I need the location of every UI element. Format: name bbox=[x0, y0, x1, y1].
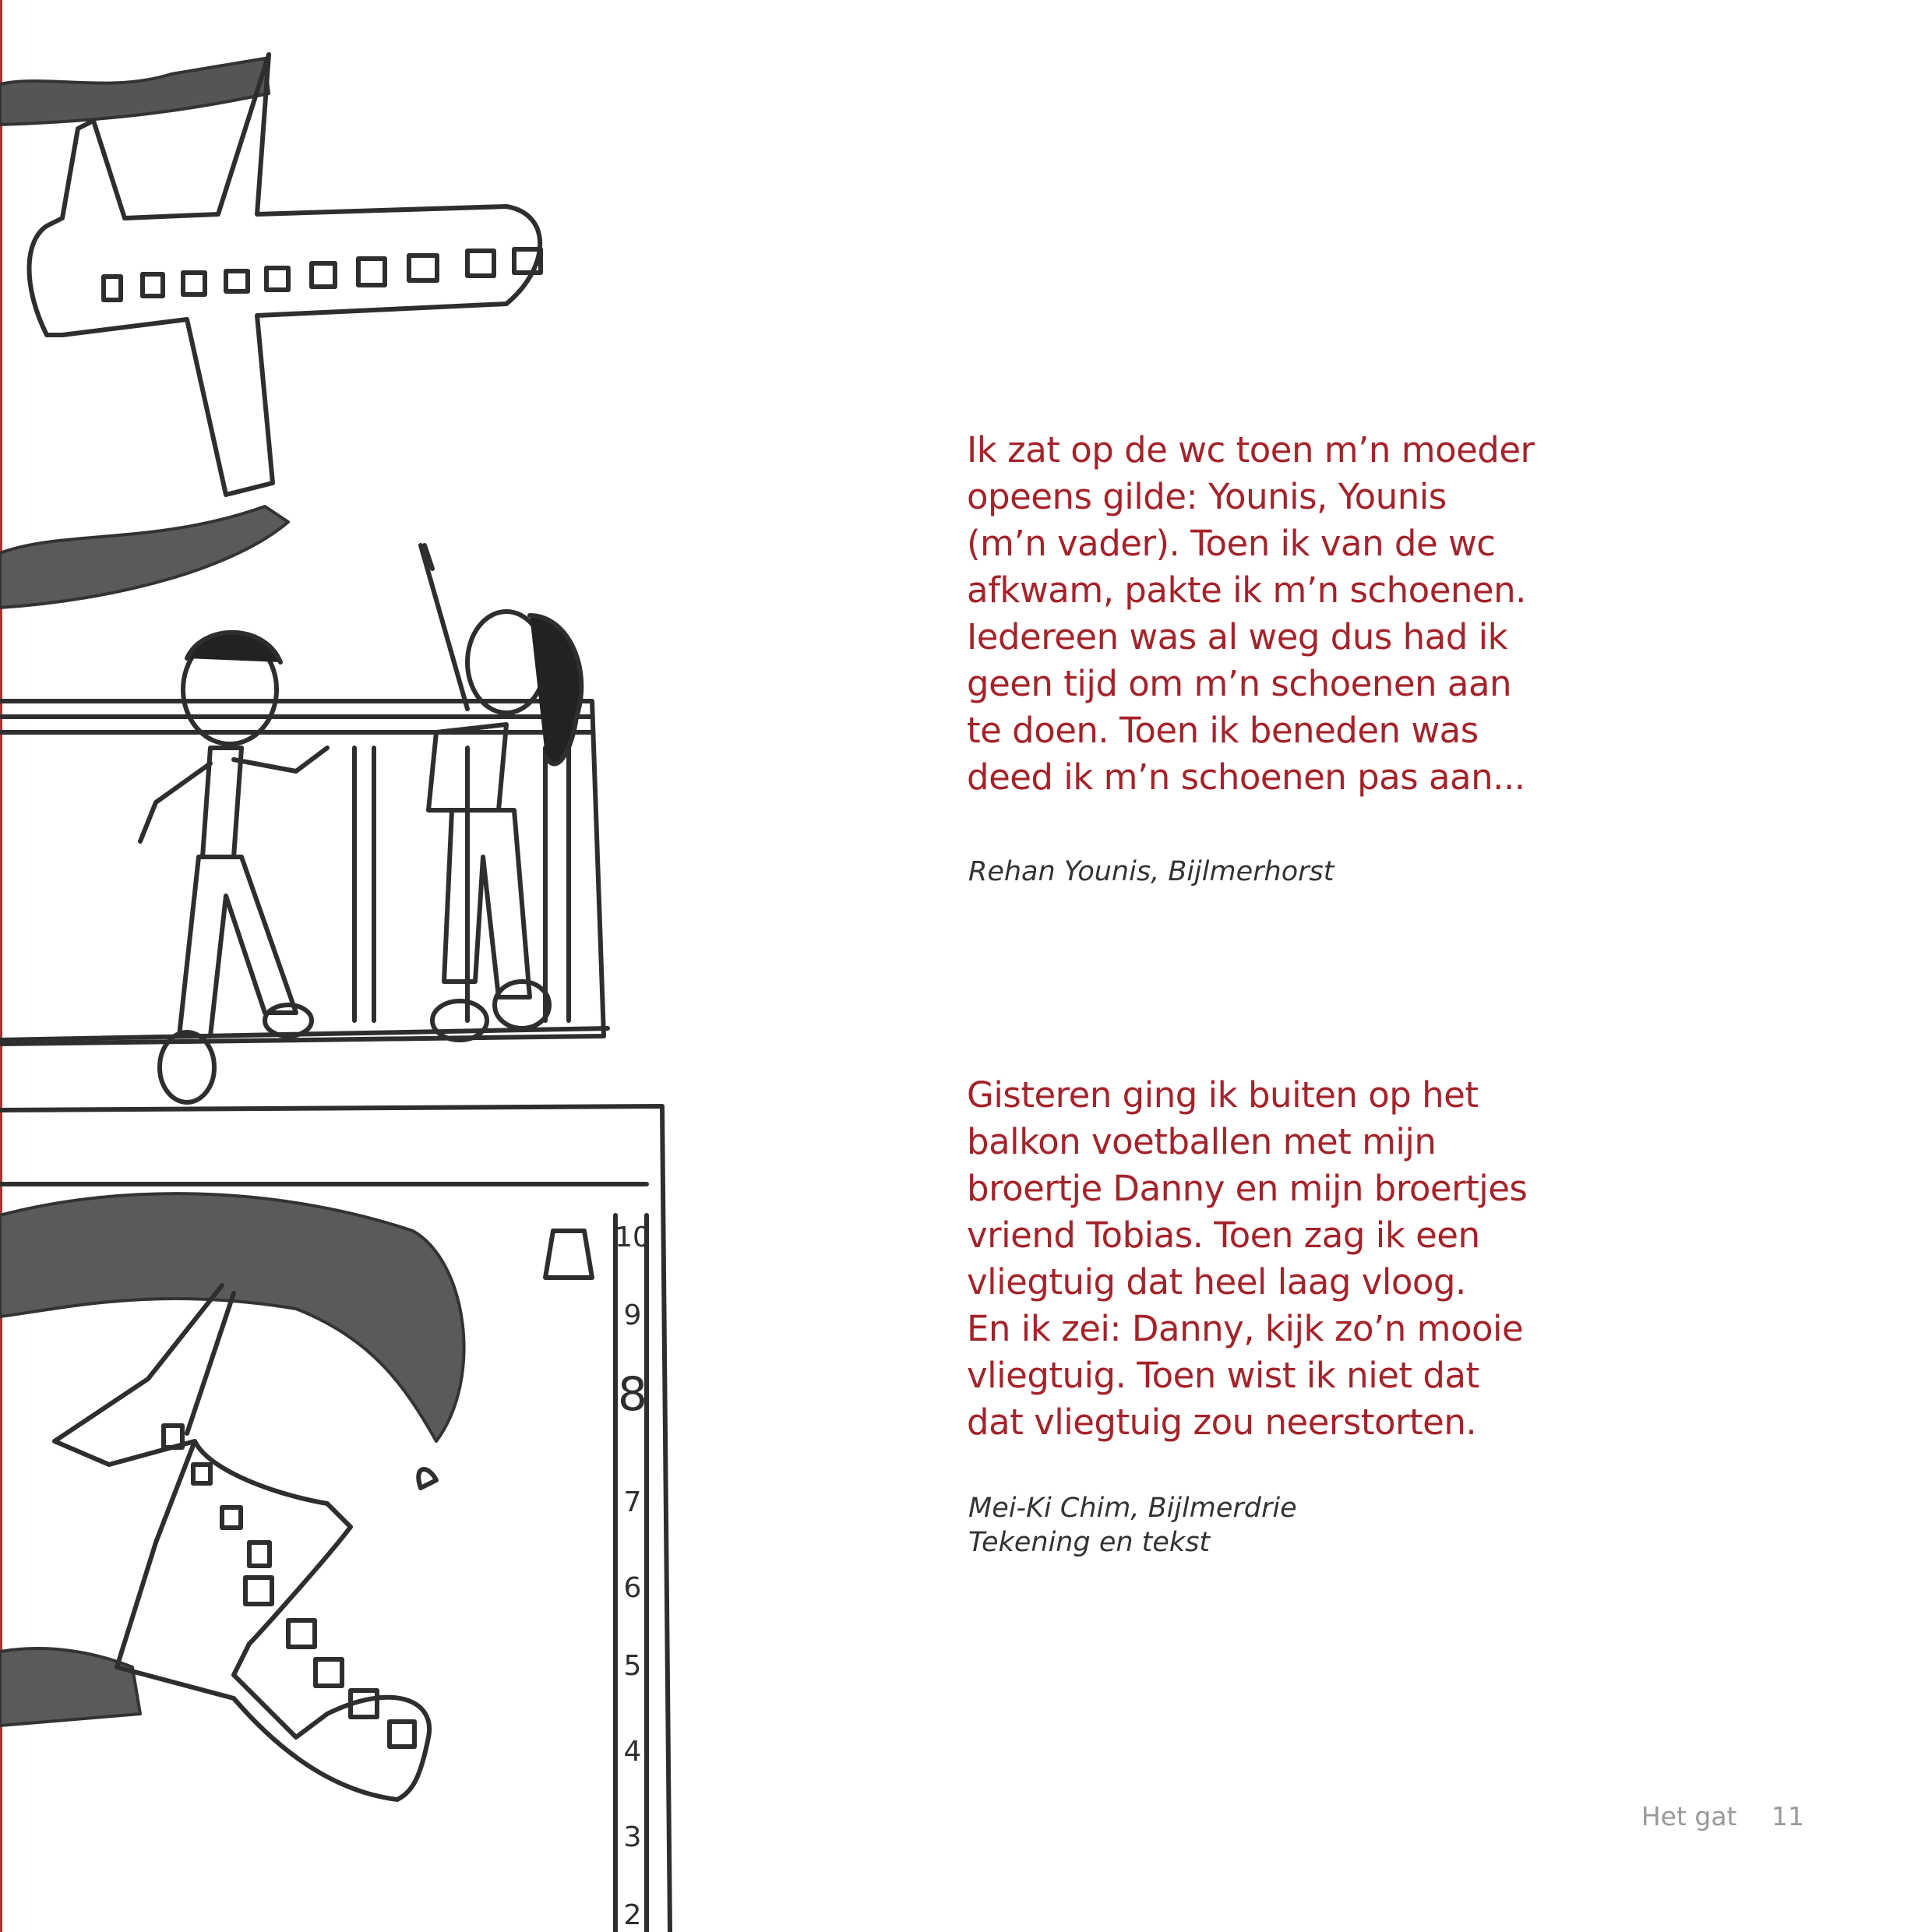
story-line: dat vliegtuig zou neerstorten. bbox=[967, 1401, 1477, 1443]
person-right bbox=[421, 545, 581, 1040]
story-line: vriend Tobias. Toen zag ik een bbox=[967, 1215, 1480, 1256]
page-number: 11 bbox=[1772, 1801, 1804, 1832]
smoke-bottom bbox=[0, 1193, 464, 1441]
author-credit-younis bbox=[968, 855, 1334, 889]
section-title: Het gat bbox=[1641, 1801, 1737, 1832]
story-line: vliegtuig. Toen wist ik niet dat bbox=[967, 1355, 1479, 1396]
floor-number: 3 bbox=[623, 1821, 642, 1853]
story-line: geen tijd om m’n schoenen aan bbox=[967, 663, 1512, 704]
story-line: afkwam, pakte ik m’n schoenen. bbox=[967, 569, 1526, 611]
story-line: Iedereen was al weg dus had ik bbox=[967, 616, 1508, 658]
story-line: broertje Danny en mijn broertjes bbox=[967, 1168, 1528, 1209]
story-line: vliegtuig dat heel laag vloog. bbox=[967, 1261, 1466, 1303]
story-line: balkon voetballen met mijn bbox=[967, 1121, 1437, 1162]
author-line: Rehan Younis, Bijlmerhorst bbox=[968, 856, 1334, 887]
smoke-middle bbox=[0, 506, 288, 608]
story-line: opeens gilde: Younis, Younis bbox=[967, 476, 1447, 517]
floor-number: 5 bbox=[623, 1650, 642, 1682]
floor-number: 4 bbox=[623, 1736, 642, 1768]
author-credit-chim bbox=[968, 1491, 1297, 1560]
story-line: te doen. Toen ik beneden was bbox=[967, 710, 1479, 751]
story-chim bbox=[967, 1072, 1559, 1446]
floor-number: 10 bbox=[615, 1222, 650, 1253]
author-line: Tekening en tekst bbox=[968, 1527, 1211, 1558]
story-line: Gisteren ging ik buiten op het bbox=[967, 1074, 1479, 1116]
airplane-top bbox=[30, 55, 541, 495]
floor-number: 6 bbox=[623, 1572, 642, 1604]
story-line: (m’n vader). Toen ik van de wc bbox=[967, 523, 1496, 564]
story-line: Ik zat op de wc toen m’n moeder bbox=[967, 429, 1535, 471]
floor-number: 8 bbox=[617, 1367, 648, 1422]
story-line: deed ik m’n schoenen pas aan... bbox=[967, 756, 1525, 798]
story-line: En ik zei: Danny, kijk zo’n mooie bbox=[967, 1308, 1524, 1349]
author-line: Mei-Ki Chim, Bijlmerdrie bbox=[968, 1493, 1297, 1524]
smoke-top bbox=[0, 58, 269, 125]
page-footer bbox=[1641, 1801, 1804, 1832]
balcony bbox=[0, 701, 608, 1044]
floor-number: 2 bbox=[623, 1899, 642, 1931]
child-drawing bbox=[0, 0, 686, 1932]
story-younis bbox=[967, 427, 1559, 801]
floor-number: 9 bbox=[623, 1299, 642, 1331]
floor-number: 7 bbox=[623, 1486, 642, 1518]
